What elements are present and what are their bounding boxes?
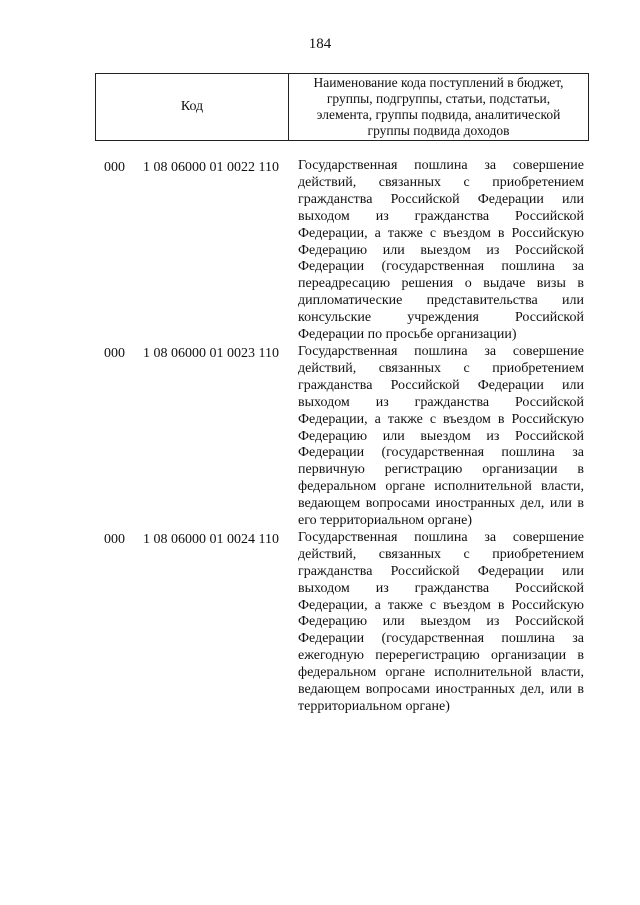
income-description — [298, 158, 584, 344]
income-code: 1 08 06000 01 0023 110 — [143, 345, 279, 361]
income-description — [298, 344, 584, 530]
description-line: гражданства Российской Федерации или — [298, 563, 584, 579]
header-code-label: Код — [180, 99, 204, 114]
description-line: Государственная пошлина за совершение — [298, 529, 584, 545]
description-line: гражданства Российской Федерации или — [298, 377, 584, 393]
income-description — [298, 530, 584, 716]
header-name-line: группы подвида доходов — [367, 123, 510, 138]
description-line: действий, связанных с приобретением — [298, 174, 584, 190]
description-line: Федерации, а также с въездом в Российскую — [298, 225, 584, 241]
description-line: консульские учреждения Российской — [298, 310, 584, 326]
description-line: Федерации (государственная пошлина за — [298, 259, 584, 275]
header-name-line: элемента, группы подвида, аналитической — [316, 107, 561, 122]
description-line: ведающем вопросами иностранных дел, или в — [298, 496, 584, 512]
description-line: ведающем вопросами иностранных дел, или в — [298, 682, 584, 698]
description-line: территориальном органе) — [298, 699, 450, 714]
table-row — [0, 530, 640, 716]
description-line: переадресацию решения о выдаче визы в — [298, 276, 584, 292]
description-line: Федерацию или выездом из Российской — [298, 242, 584, 258]
description-line: Государственная пошлина за совершение — [298, 343, 584, 359]
page-number: 184 — [308, 36, 332, 52]
description-line: его территориальном органе) — [298, 513, 472, 529]
description-line: первичную регистрацию организации в — [298, 462, 584, 478]
admin-code: 000 — [104, 160, 125, 175]
description-line: Федерацию или выездом из Российской — [298, 428, 584, 444]
description-line: гражданства Российской Федерации или — [298, 191, 584, 207]
description-line: выходом из гражданства Российской — [298, 580, 584, 596]
table-header — [95, 73, 589, 141]
description-line: Федерацию или выездом из Российской — [298, 614, 584, 630]
income-code: 1 08 06000 01 0022 110 — [143, 160, 279, 175]
description-line: Государственная пошлина за совершение — [298, 158, 584, 173]
description-line: Федерации, а также с въездом в Российскую — [298, 597, 584, 613]
description-line: федеральном органе исполнительной власти, — [298, 665, 584, 681]
description-line: Федерации, а также с въездом в Российскую — [298, 411, 584, 427]
table-row — [0, 344, 640, 530]
header-name-line: Наименование кода поступлений в бюджет, — [313, 75, 564, 90]
description-line: дипломатические представительства или — [298, 293, 584, 309]
description-line: действий, связанных с приобретением — [298, 546, 584, 562]
description-line: Федерации (государственная пошлина за — [298, 445, 584, 461]
description-line: действий, связанных с приобретением — [298, 360, 584, 376]
description-line: Федерации по просьбе организации) — [298, 327, 517, 343]
description-line: ежегодную перерегистрацию организации в — [298, 648, 584, 664]
header-name-line: группы, подгруппы, статьи, подстатьи, — [326, 91, 551, 106]
admin-code: 000 — [104, 531, 125, 547]
admin-code: 000 — [104, 345, 125, 361]
header-code-cell — [96, 74, 289, 141]
description-line: Федерации (государственная пошлина за — [298, 631, 584, 647]
description-line: выходом из гражданства Российской — [298, 394, 584, 410]
income-code: 1 08 06000 01 0024 110 — [143, 531, 279, 547]
table-row — [0, 158, 640, 344]
header-name-cell — [289, 74, 589, 141]
description-line: федеральном органе исполнительной власти, — [298, 479, 584, 495]
income-codes-list — [0, 158, 640, 716]
description-line: выходом из гражданства Российской — [298, 208, 584, 224]
